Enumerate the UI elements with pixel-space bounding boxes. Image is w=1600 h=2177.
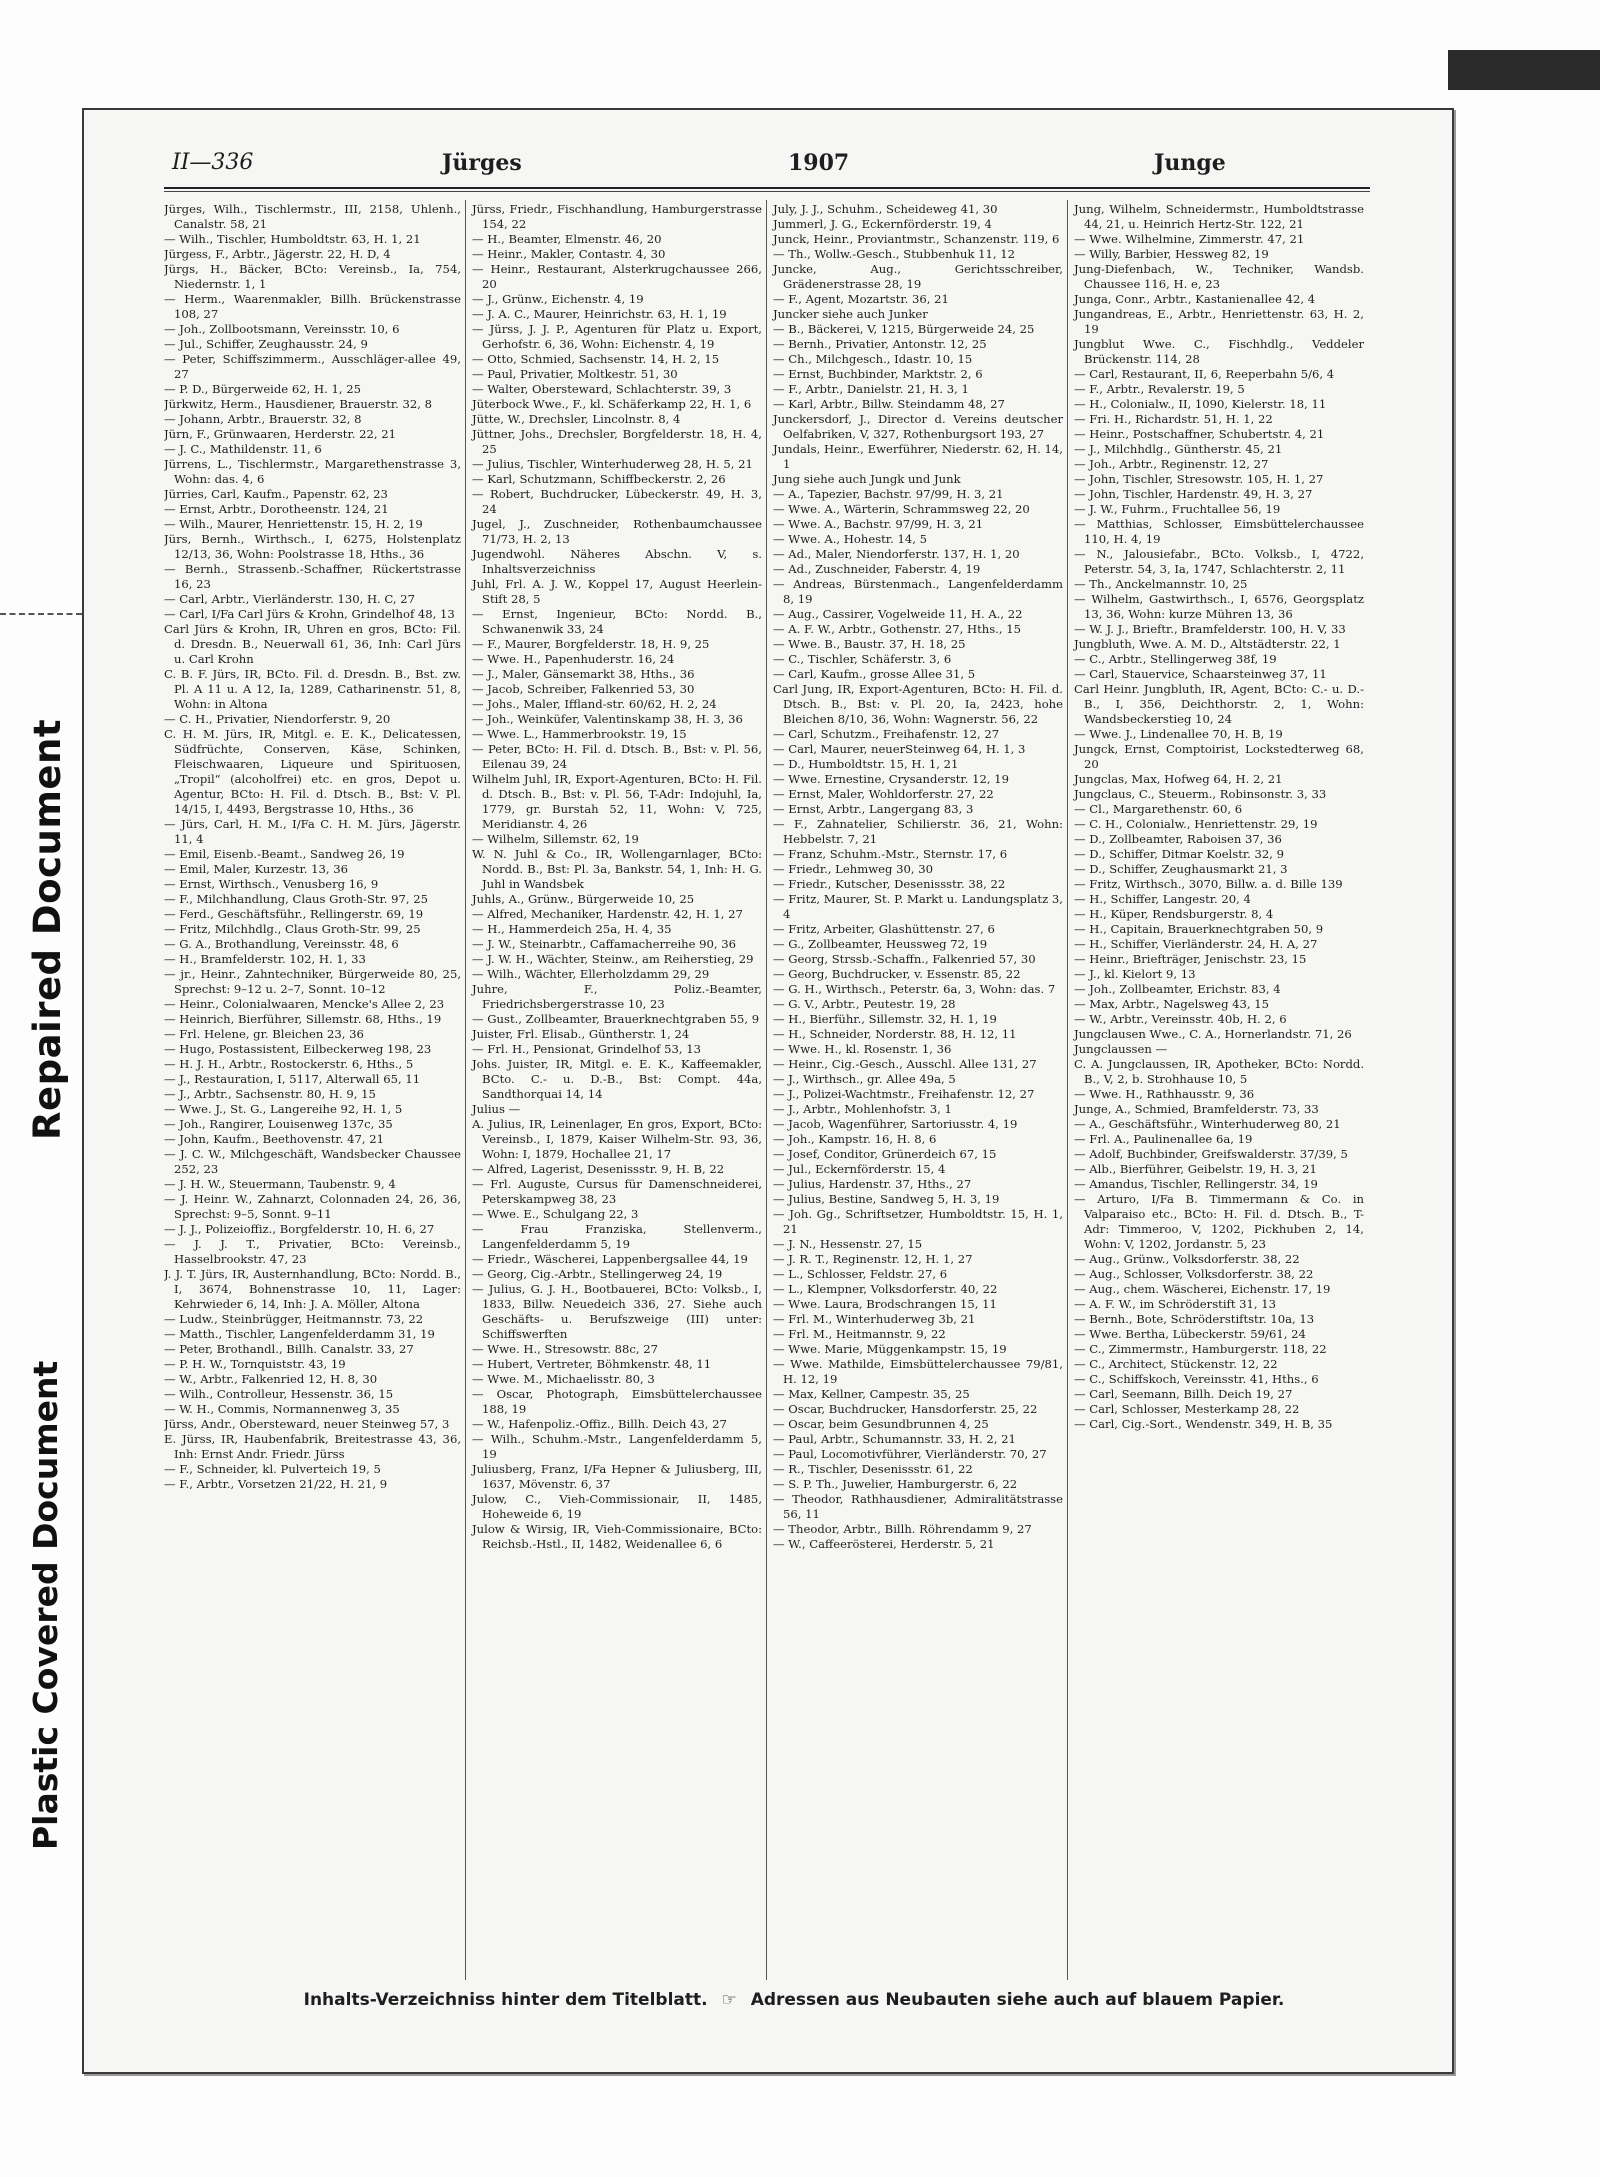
directory-entry: — H., Schiffer, Vierländerstr. 24, H. A, 27 [1074,937,1318,951]
directory-entry: — Wwe. E., Schulgang 22, 3 [472,1207,639,1221]
directory-entry: — J., Maler, Gänsemarkt 38, Hths., 36 [472,667,695,681]
directory-entry: — Carl, Cig.-Sort., Wendenstr. 349, H. B, 35 [1074,1417,1333,1431]
directory-entry: — Walter, Obersteward, Schlachterstr. 39, 3 [472,382,732,396]
directory-entry: — J. W., Fuhrm., Fruchtallee 56, 19 [1074,502,1281,516]
directory-entry: — Heinr., Restaurant, Alsterkrugchaussee 266, 20 [472,262,762,291]
directory-entry: — Carl, Stauervice, Schaarsteinweg 37, 11 [1074,667,1327,681]
directory-entry: — Willy, Barbier, Hessweg 82, 19 [1074,247,1269,261]
directory-entry: — Wilhelm, Sillemstr. 62, 19 [472,832,639,846]
directory-entry: — Julius, G. J. H., Bootbauerei, BCto: Volksb., I, 1833, Billw. Neuedeich 336, 27. Siehe auch Geschäfts- u. Berufszweige (III) unter: Schiffswerften [472,1282,762,1341]
directory-entry: — H., Hammerdeich 25a, H. 4, 35 [472,922,672,936]
directory-entry: July, J. J., Schuhm., Scheideweg 41, 30 [773,202,998,216]
directory-entry: — W. J. J., Brieftr., Bramfelderstr. 100, H. V, 33 [1074,622,1346,636]
directory-entry: — John, Tischler, Hardenstr. 49, H. 3, 27 [1074,487,1313,501]
directory-entry: Jüttner, Johs., Drechsler, Borgfelderstr. 18, H. 4, 25 [472,427,762,456]
directory-entry: — H., Beamter, Elmenstr. 46, 20 [472,232,662,246]
directory-entry: — Joh., Kampstr. 16, H. 8, 6 [773,1132,937,1146]
header-left-keyword: Jürges [442,150,522,176]
directory-column-1 [164,200,465,1980]
directory-entry: — Adolf, Buchbinder, Greifswalderstr. 37/39, 5 [1074,1147,1348,1161]
directory-entry: — S. P. Th., Juwelier, Hamburgerstr. 6, 22 [773,1477,1018,1491]
directory-entry: Jüterbock Wwe., F., kl. Schäferkamp 22, H. 1, 6 [472,397,752,411]
directory-entry: — Alfred, Mechaniker, Hardenstr. 42, H. 1, 27 [472,907,743,921]
directory-entry: — Georg, Buchdrucker, v. Essenstr. 85, 22 [773,967,1021,981]
directory-entry: — Carl, Seemann, Billh. Deich 19, 27 [1074,1387,1293,1401]
directory-entry: — Herm., Waarenmakler, Billh. Brückenstrasse 108, 27 [164,292,461,321]
directory-entry: — J. C. W., Milchgeschäft, Wandsbecker Chaussee 252, 23 [164,1147,461,1176]
directory-entry: — F., Arbtr., Vorsetzen 21/22, H. 21, 9 [164,1477,388,1491]
directory-entry: — Paul, Privatier, Moltkestr. 51, 30 [472,367,678,381]
directory-entry: — J. H. W., Steuermann, Taubenstr. 9, 4 [164,1177,396,1191]
directory-entry: — Jacob, Schreiber, Falkenried 53, 30 [472,682,695,696]
directory-entry: Johs. Juister, IR, Mitgl. e. E. K., Kaffeemakler, BCto. C.- u. D.-B., Bst: Compt. 44a, Sandthorquai 14, 14 [472,1057,762,1101]
directory-entry: Juhls, A., Grünw., Bürgerweide 10, 25 [472,892,695,906]
directory-entry: — Otto, Schmied, Sachsenstr. 14, H. 2, 15 [472,352,720,366]
directory-entry: — Heinr., Colonialwaaren, Mencke's Allee 2, 23 [164,997,445,1011]
directory-entry: — Ernst, Wirthsch., Venusberg 16, 9 [164,877,379,891]
directory-entry: — A., Tapezier, Bachstr. 97/99, H. 3, 21 [773,487,1004,501]
directory-entry: — Aug., chem. Wäscherei, Eichenstr. 17, 19 [1074,1282,1331,1296]
directory-entry: — Johann, Arbtr., Brauerstr. 32, 8 [164,412,362,426]
directory-entry: Jürgess, F., Arbtr., Jägerstr. 22, H. D, 4 [164,247,391,261]
directory-entry: — Emil, Eisenb.-Beamt., Sandweg 26, 19 [164,847,405,861]
directory-entry: Carl Heinr. Jungbluth, IR, Agent, BCto: C.- u. D.-B., I, 356, Deichthorstr. 2, 1, Wohn: Wandsbeckerstieg 10, 24 [1074,682,1364,726]
directory-entry: — J. W. H., Wächter, Steinw., am Reiherstieg, 29 [472,952,754,966]
directory-entry: — Friedr., Wäscherei, Lappenbergsallee 44, 19 [472,1252,748,1266]
footer-index-note: Inhalts-Verzeichniss hinter dem Titelblatt. [303,1990,708,2010]
footer-new-buildings-note: Adressen aus Neubauten siehe auch auf blauem Papier. [750,1990,1285,2010]
directory-entry: — Josef, Conditor, Grünerdeich 67, 15 [773,1147,997,1161]
directory-entry: — Andreas, Bürstenmach., Langenfelderdamm 8, 19 [773,577,1063,606]
directory-entry: — D., Schiffer, Zeughausmarkt 21, 3 [1074,862,1288,876]
directory-entry: — Wwe. Bertha, Lübeckerstr. 59/61, 24 [1074,1327,1306,1341]
directory-entry: — F., Agent, Mozartstr. 36, 21 [773,292,949,306]
directory-entry: — Arturo, I/Fa B. Timmermann & Co. in Valparaiso etc., BCto: H. Fil. d. Dtsch. B., T-Adr: Timmeroo, V, 1202, Pickhuben 2, 14, Wohn: V, 1202, Jordanstr. 5, 23 [1074,1192,1364,1251]
directory-entry: Jung-Diefenbach, W., Techniker, Wandsb. Chaussee 116, H. e, 23 [1074,262,1364,291]
directory-entry: Jürrens, L., Tischlermstr., Margarethenstrasse 3, Wohn: das. 4, 6 [164,457,461,486]
directory-entry: — Ch., Milchgesch., Idastr. 10, 15 [773,352,973,366]
directory-entry: — Hugo, Postassistent, Eilbeckerweg 198, 23 [164,1042,432,1056]
directory-entry: — Joh., Arbtr., Reginenstr. 12, 27 [1074,457,1269,471]
directory-entry: — L., Klempner, Volksdorferstr. 40, 22 [773,1282,998,1296]
directory-entry: Jürges, Wilh., Tischlermstr., III, 2158, Uhlenh., Canalstr. 58, 21 [164,202,461,231]
directory-entry: Jürn, F., Grünwaaren, Herderstr. 22, 21 [164,427,396,441]
directory-entry: — J., Arbtr., Sachsenstr. 80, H. 9, 15 [164,1087,376,1101]
directory-entry: — Wilh., Controlleur, Hessenstr. 36, 15 [164,1387,394,1401]
directory-entry: Jürgs, H., Bäcker, BCto: Vereinsb., Ia, 754, Niedernstr. 1, 1 [164,262,461,291]
directory-entry: Julow, C., Vieh-Commissionair, II, 1485, Hoheweide 6, 19 [472,1492,762,1521]
directory-entry: — Theodor, Rathhausdiener, Admiralitätstrasse 56, 11 [773,1492,1063,1521]
directory-entry: — Alfred, Lagerist, Desenissstr. 9, H. B, 22 [472,1162,725,1176]
directory-entry: Jürss, Friedr., Fischhandlung, Hamburgerstrasse 154, 22 [472,202,762,231]
directory-entry: — Joh. Gg., Schriftsetzer, Humboldtstr. 15, H. 1, 21 [773,1207,1063,1236]
directory-entry: — Joh., Rangirer, Louisenweg 137c, 35 [164,1117,393,1131]
directory-entry: — Ernst, Ingenieur, BCto: Nordd. B., Schwanenwik 33, 24 [472,607,762,636]
directory-entry: — Frl. H., Pensionat, Grindelhof 53, 13 [472,1042,702,1056]
directory-entry: — D., Zollbeamter, Raboisen 37, 36 [1074,832,1282,846]
directory-entry: C. A. Jungclaussen, IR, Apotheker, BCto: Nordd. B., V, 2, b. Strohhause 10, 5 [1074,1057,1364,1086]
directory-entry: — Wilh., Maurer, Henriettenstr. 15, H. 2, 19 [164,517,423,531]
directory-entry: Jundals, Heinr., Ewerführer, Niederstr. 62, H. 14, 1 [773,442,1063,471]
directory-entry: — Carl, Restaurant, II, 6, Reeperbahn 5/6, 4 [1074,367,1335,381]
directory-entry: — J., kl. Kielort 9, 13 [1074,967,1196,981]
directory-entry: Carl Jürs & Krohn, IR, Uhren en gros, BCto: Fil. d. Dresdn. B., Neuerwall 61, 36, Inh: Carl Jürs u. Carl Krohn [164,622,461,666]
directory-entry: — Friedr., Kutscher, Desenissstr. 38, 22 [773,877,1006,891]
directory-entry: — H., Küper, Rendsburgerstr. 8, 4 [1074,907,1274,921]
directory-entry: — F., Zahnatelier, Schilierstr. 36, 21, Wohn: Hebbelstr. 7, 21 [773,817,1063,846]
directory-entry: — D., Schiffer, Ditmar Koelstr. 32, 9 [1074,847,1285,861]
directory-entry: Juncker siehe auch Junker [773,307,928,321]
directory-entry: — Wwe. H., Stresowstr. 88c, 27 [472,1342,658,1356]
plastic-covered-document-label: Plastic Covered Document [26,1360,65,1850]
directory-column-2 [465,200,766,1980]
directory-entry: — Bernh., Privatier, Antonstr. 12, 25 [773,337,987,351]
directory-entry: C. H. M. Jürs, IR, Mitgl. e. E. K., Delicatessen, Südfrüchte, Conserven, Käse, Schinken, Fleischwaaren, Liqueure und Spirituosen, „Tropil“ (alcoholfrei) etc. en gros, Depot u. Agentur, BCto: H. Fil. d. Dtsch. B., Bst: V. Pl. 14/15, I, 4493, Bergstrasse 10, Hths., 36 [164,727,461,816]
directory-entry: — H., Schiffer, Langestr. 20, 4 [1074,892,1251,906]
directory-entry: — Georg, Strssb.-Schaffn., Falkenried 57, 30 [773,952,1036,966]
directory-entry: — J. N., Hessenstr. 27, 15 [773,1237,923,1251]
directory-entry: Juister, Frl. Elisab., Güntherstr. 1, 24 [472,1027,690,1041]
header-rule [164,187,1370,189]
directory-entry: — J., Polizei-Wachtmstr., Freihafenstr. 12, 27 [773,1087,1035,1101]
directory-entry: — R., Tischler, Desenissstr. 61, 22 [773,1462,973,1476]
directory-entry: — Peter, Brothandl., Billh. Canalstr. 33, 27 [164,1342,414,1356]
directory-entry: W. N. Juhl & Co., IR, Wollengarnlager, BCto: Nordd. B., Bst: Pl. 3a, Bankstr. 54, 1, Inh: H. G. Juhl in Wandsbek [472,847,762,891]
directory-entry: Juhre, F., Poliz.-Beamter, Friedrichsbergerstrasse 10, 23 [472,982,762,1011]
directory-entry: — Julius, Bestine, Sandweg 5, H. 3, 19 [773,1192,1000,1206]
directory-entry: — Frl. A., Paulinenallee 6a, 19 [1074,1132,1253,1146]
page-header [160,150,1360,180]
directory-entry: — B., Bäckerei, V, 1215, Bürgerweide 24, 25 [773,322,1035,336]
directory-entry: Jürss, Andr., Obersteward, neuer Steinweg 57, 3 [164,1417,450,1431]
directory-entry: Jungck, Ernst, Comptoirist, Lockstedterweg 68, 20 [1074,742,1364,771]
directory-entry: — N., Jalousiefabr., BCto. Volksb., I, 4722, Peterstr. 54, 3, Ia, 1747, Schlachterstr. 2, 11 [1074,547,1364,576]
directory-entry: Juncke, Aug., Gerichtsschreiber, Grädenerstrasse 28, 19 [773,262,1063,291]
directory-entry: — Wwe. H., kl. Rosenstr. 1, 36 [773,1042,952,1056]
directory-entry: — Wwe. A., Hohestr. 14, 5 [773,532,927,546]
directory-entry: — Robert, Buchdrucker, Lübeckerstr. 49, H. 3, 24 [472,487,762,516]
directory-entry: Jung siehe auch Jungk und Junk [773,472,961,486]
directory-entry: — J., Wirthsch., gr. Allee 49a, 5 [773,1072,956,1086]
directory-entry: — Aug., Grünw., Volksdorferstr. 38, 22 [1074,1252,1300,1266]
directory-entry: — C. H., Privatier, Niendorferstr. 9, 20 [164,712,391,726]
pointing-hand-icon: ☞ [721,1990,737,2010]
directory-entry: — Jürs, Carl, H. M., I/Fa C. H. M. Jürs, Jägerstr. 11, 4 [164,817,461,846]
directory-entry: — Wwe. Wilhelmine, Zimmerstr. 47, 21 [1074,232,1305,246]
directory-entry: — Georg, Cig.-Arbtr., Stellingerweg 24, 19 [472,1267,723,1281]
directory-entry: — J., Grünw., Eichenstr. 4, 19 [472,292,644,306]
directory-entry: — Oscar, Photograph, Eimsbüttelerchaussee 188, 19 [472,1387,762,1416]
directory-entry: — Johs., Maler, Iffland-str. 60/62, H. 2, 24 [472,697,717,711]
directory-entry: — Carl, Maurer, neuerSteinweg 64, H. 1, 3 [773,742,1026,756]
directory-entry: — J. W., Steinarbtr., Caffamacherreihe 90, 36 [472,937,737,951]
directory-entry: — Carl, Schlosser, Mesterkamp 28, 22 [1074,1402,1300,1416]
directory-entry: — Frl. M., Winterhuderweg 3b, 21 [773,1312,976,1326]
directory-entry: — Ernst, Arbtr., Langergang 83, 3 [773,802,974,816]
directory-entry: — Fritz, Arbeiter, Glashüttenstr. 27, 6 [773,922,995,936]
directory-entry: Julius — [472,1102,521,1116]
directory-entry: — Jul., Eckernförderstr. 15, 4 [773,1162,946,1176]
directory-entry: — H., Schneider, Norderstr. 88, H. 12, 11 [773,1027,1017,1041]
directory-entry: — J., Restauration, I, 5117, Alterwall 65, 11 [164,1072,421,1086]
directory-entry: — Amandus, Tischler, Rellingerstr. 34, 19 [1074,1177,1318,1191]
directory-entry: — Ad., Zuschneider, Faberstr. 4, 19 [773,562,981,576]
directory-entry: — Wwe. J., St. G., Langereihe 92, H. 1, 5 [164,1102,403,1116]
directory-entry: Juliusberg, Franz, I/Fa Hepner & Juliusberg, III, 1637, Mövenstr. 6, 37 [472,1462,762,1491]
directory-entry: — F., Milchhandlung, Claus Groth-Str. 97, 25 [164,892,429,906]
header-year: 1907 [788,150,850,176]
directory-entry: — W., Arbtr., Falkenried 12, H. 8, 30 [164,1372,378,1386]
directory-entry: Junga, Conr., Arbtr., Kastanienallee 42, 4 [1074,292,1316,306]
directory-entry: — J. Heinr. W., Zahnarzt, Colonnaden 24, 26, 36, Sprechst: 9–5, Sonnt. 9–11 [164,1192,461,1221]
directory-entry: Jungandreas, E., Arbtr., Henriettenstr. 63, H. 2, 19 [1074,307,1364,336]
directory-entry: — Wilhelm, Gastwirthsch., I, 6576, Georgsplatz 13, 36, Wohn: kurze Mühren 13, 36 [1074,592,1364,621]
directory-entry: — Frl. Auguste, Cursus für Damenschneiderei, Peterskampweg 38, 23 [472,1177,762,1206]
directory-column-3 [766,200,1067,1980]
directory-entry: — Jacob, Wagenführer, Sartoriusstr. 4, 19 [773,1117,1018,1131]
directory-entry: — Theodor, Arbtr., Billh. Röhrendamm 9, 27 [773,1522,1032,1536]
repaired-document-label: Repaired Document [26,718,69,1140]
directory-entry: — Heinrich, Bierführer, Sillemstr. 68, Hths., 19 [164,1012,442,1026]
directory-entry: — Max, Arbtr., Nagelsweg 43, 15 [1074,997,1270,1011]
directory-entry: — Wwe. M., Michaelisstr. 80, 3 [472,1372,655,1386]
directory-entry: — Aug., Cassirer, Vogelweide 11, H. A., 22 [773,607,1023,621]
directory-entry: — W., Hafenpoliz.-Offiz., Billh. Deich 43, 27 [472,1417,727,1431]
directory-entry: — W., Caffeerösterei, Herderstr. 5, 21 [773,1537,995,1551]
directory-entry: — Julius, Hardenstr. 37, Hths., 27 [773,1177,972,1191]
directory-entry: — Frl. Helene, gr. Bleichen 23, 36 [164,1027,364,1041]
directory-entry: Jungbluth, Wwe. A. M. D., Altstädterstr. 22, 1 [1074,637,1341,651]
directory-entry: — Oscar, beim Gesundbrunnen 4, 25 [773,1417,989,1431]
directory-entry: — Peter, Schiffszimmerm., Ausschläger-allee 49, 27 [164,352,461,381]
directory-entry: — G. H., Wirthsch., Peterstr. 6a, 3, Wohn: das. 7 [773,982,1056,996]
directory-entry: — Heinr., Cig.-Gesch., Ausschl. Allee 131, 27 [773,1057,1037,1071]
directory-entry: — Gust., Zollbeamter, Brauerknechtgraben 55, 9 [472,1012,760,1026]
directory-entry: — Carl, Arbtr., Vierländerstr. 130, H. C, 27 [164,592,416,606]
directory-entry: — Wwe. A., Bachstr. 97/99, H. 3, 21 [773,517,984,531]
directory-entry: — Carl, Schutzm., Freihafenstr. 12, 27 [773,727,1000,741]
directory-entry: — Fritz, Wirthsch., 3070, Billw. a. d. Bille 139 [1074,877,1343,891]
header-right-keyword: Junge [1154,150,1226,176]
directory-entry: Jugendwohl. Näheres Abschn. V, s. Inhaltsverzeichniss [472,547,762,576]
directory-entry: — Wwe. L., Hammerbrookstr. 19, 15 [472,727,687,741]
directory-entry: Jürries, Carl, Kaufm., Papenstr. 62, 23 [164,487,388,501]
directory-entry: — J., Arbtr., Mohlenhofstr. 3, 1 [773,1102,952,1116]
directory-entry: Jungclaussen — [1074,1042,1168,1056]
directory-entry: — Aug., Schlosser, Volksdorferstr. 38, 22 [1074,1267,1314,1281]
directory-entry: — Friedr., Lehmweg 30, 30 [773,862,933,876]
directory-entry: — Ernst, Buchbinder, Marktstr. 2, 6 [773,367,983,381]
directory-entry: J. J. T. Jürs, IR, Austernhandlung, BCto: Nordd. B., I, 3674, Bohnenstrasse 10, 11, Lager: Kehrwieder 6, 14, Inh: J. A. Möller, Altona [164,1267,461,1311]
directory-entry: — C., Zimmermstr., Hamburgerstr. 118, 22 [1074,1342,1327,1356]
directory-entry: — Wwe. Ernestine, Crysanderstr. 12, 19 [773,772,1009,786]
directory-entry: — Wwe. Mathilde, Eimsbüttelerchaussee 79/81, H. 12, 19 [773,1357,1063,1386]
directory-entry: — F., Schneider, kl. Pulverteich 19, 5 [164,1462,381,1476]
directory-entry: Junckersdorf, J., Director d. Vereins deutscher Oelfabriken, V, 327, Rothenburgsort 193, 27 [773,412,1063,441]
directory-entry: Jungclas, Max, Hofweg 64, H. 2, 21 [1074,772,1283,786]
directory-entry: — G. V., Arbtr., Peutestr. 19, 28 [773,997,956,1011]
directory-entry: — J. A. C., Maurer, Heinrichstr. 63, H. 1, 19 [472,307,727,321]
directory-entry: E. Jürss, IR, Haubenfabrik, Breitestrasse 43, 36, Inh: Ernst Andr. Friedr. Jürss [164,1432,461,1461]
directory-entry: — Ernst, Arbtr., Dorotheenstr. 124, 21 [164,502,389,516]
directory-entry: — Frau Franziska, Stellenverm., Langenfelderdamm 5, 19 [472,1222,762,1251]
directory-entry: — F., Arbtr., Danielstr. 21, H. 3, 1 [773,382,969,396]
directory-entry: — Wwe. Marie, Müggenkampstr. 15, 19 [773,1342,1007,1356]
directory-entry: — Matth., Tischler, Langenfelderdamm 31, 19 [164,1327,435,1341]
directory-entry: — D., Humboldtstr. 15, H. 1, 21 [773,757,959,771]
directory-entry: — Heinr., Postschaffner, Schubertstr. 4, 21 [1074,427,1325,441]
directory-entry: — Hubert, Vertreter, Böhmkenstr. 48, 11 [472,1357,712,1371]
directory-entry: Jungblut Wwe. C., Fischhdlg., Veddeler Brückenstr. 114, 28 [1074,337,1364,366]
directory-entry: — P. D., Bürgerweide 62, H. 1, 25 [164,382,361,396]
directory-entry: — Wwe. J., Lindenallee 70, H. B, 19 [1074,727,1283,741]
directory-entry: — Fritz, Maurer, St. P. Markt u. Landungsplatz 3, 4 [773,892,1063,921]
directory-entry: — Karl, Schutzmann, Schiffbeckerstr. 2, 26 [472,472,726,486]
directory-entry: — Ferd., Geschäftsführ., Rellingerstr. 69, 19 [164,907,424,921]
directory-entry: — P. H. W., Tornquiststr. 43, 19 [164,1357,346,1371]
directory-entry: A. Julius, IR, Leinenlager, En gros, Export, BCto: Vereinsb., I, 1879, Kaiser Wilhelm-Str. 93, 36, Wohn: I, 1879, Hochallee 21, 17 [472,1117,762,1161]
directory-entry: — J. J., Polizeioffiz., Borgfelderstr. 10, H. 6, 27 [164,1222,435,1236]
directory-entry: — Fritz, Milchhdlg., Claus Groth-Str. 99, 25 [164,922,421,936]
page-corner-shadow [1448,50,1600,90]
directory-entry: — C., Schiffskoch, Vereinsstr. 41, Hths., 6 [1074,1372,1319,1386]
directory-entry: — John, Tischler, Stresowstr. 105, H. 1, 27 [1074,472,1324,486]
directory-page [82,108,1454,2074]
dashed-divider [0,613,82,615]
directory-entry: — Wwe. H., Papenhuderstr. 16, 24 [472,652,675,666]
directory-entry: — Carl, I/Fa Carl Jürs & Krohn, Grindelhof 48, 13 [164,607,455,621]
directory-entry: — J. C., Mathildenstr. 11, 6 [164,442,322,456]
directory-entry: — Wwe. A., Wärterin, Schrammsweg 22, 20 [773,502,1030,516]
directory-entry: Wilhelm Juhl, IR, Export-Agenturen, BCto: H. Fil. d. Dtsch. B., Bst: v. Pl. 56, T-Adr: Indojuhl, Ia, 1779, gr. Burstah 52, 11, Wohn: V, 725, Meridianstr. 4, 26 [472,772,762,831]
directory-entry: — W. H., Commis, Normannenweg 3, 35 [164,1402,400,1416]
directory-entry: Carl Jung, IR, Export-Agenturen, BCto: H. Fil. d. Dtsch. B., Bst: v. Pl. 20, Ia, 2423, hohe Bleichen 8/10, 36, Wohn: Wagnerstr. 56, 22 [773,682,1063,726]
directory-entry: — H., Bramfelderstr. 102, H. 1, 33 [164,952,366,966]
directory-entry: Jung, Wilhelm, Schneidermstr., Humboldtstrasse 44, 21, u. Heinrich Hertz-Str. 122, 21 [1074,202,1364,231]
directory-entry: — G. A., Brothandlung, Vereinsstr. 48, 6 [164,937,399,951]
directory-entry: Junge, A., Schmied, Bramfelderstr. 73, 33 [1074,1102,1319,1116]
directory-entry: — Ad., Maler, Niendorferstr. 137, H. 1, 20 [773,547,1020,561]
directory-entry: — F., Arbtr., Revalerstr. 19, 5 [1074,382,1245,396]
directory-entry: Junck, Heinr., Proviantmstr., Schanzenstr. 119, 6 [773,232,1060,246]
directory-entry: — H., Capitain, Brauerknechtgraben 50, 9 [1074,922,1324,936]
directory-entry: — Karl, Arbtr., Billw. Steindamm 48, 27 [773,397,1005,411]
directory-entry: — Carl, Kaufm., grosse Allee 31, 5 [773,667,976,681]
directory-entry: — Ludw., Steinbrügger, Heitmannstr. 73, 22 [164,1312,424,1326]
directory-entry: — Max, Kellner, Campestr. 35, 25 [773,1387,970,1401]
directory-entry: — Joh., Zollbeamter, Erichstr. 83, 4 [1074,982,1281,996]
directory-entry: Jummerl, J. G., Eckernförderstr. 19, 4 [773,217,992,231]
directory-column-4 [1067,200,1368,1980]
directory-entry: — Wwe. Laura, Brodschrangen 15, 11 [773,1297,997,1311]
directory-entry: — Franz, Schuhm.-Mstr., Sternstr. 17, 6 [773,847,1008,861]
directory-entry: — H., Colonialw., II, 1090, Kielerstr. 18, 11 [1074,397,1327,411]
directory-entry: — Bernh., Bote, Schröderstiftstr. 10a, 13 [1074,1312,1315,1326]
directory-entry: — jr., Heinr., Zahntechniker, Bürgerweide 80, 25, Sprechst: 9–12 u. 2–7, Sonnt. 10–12 [164,967,461,996]
directory-entry: — Heinr., Makler, Contastr. 4, 30 [472,247,666,261]
directory-entry: — H. J. H., Arbtr., Rostockerstr. 6, Hths., 5 [164,1057,414,1071]
directory-entry: — Paul, Arbtr., Schumannstr. 33, H. 2, 21 [773,1432,1016,1446]
directory-entry: Jürkwitz, Herm., Hausdiener, Brauerstr. 32, 8 [164,397,433,411]
directory-entry: — C., Architect, Stückenstr. 12, 22 [1074,1357,1278,1371]
directory-entry: — Bernh., Strassenb.-Schaffner, Rückertstrasse 16, 23 [164,562,461,591]
directory-entry: — H., Bierführ., Sillemstr. 32, H. 1, 19 [773,1012,997,1026]
directory-entry: — C., Tischler, Schäferstr. 3, 6 [773,652,952,666]
directory-entry: — Alb., Bierführer, Geibelstr. 19, H. 3, 21 [1074,1162,1317,1176]
directory-entry: — J., Milchhdlg., Güntherstr. 45, 21 [1074,442,1283,456]
directory-entry: — Emil, Maler, Kurzestr. 13, 36 [164,862,349,876]
directory-entry: — A., Geschäftsführ., Winterhuderweg 80, 21 [1074,1117,1341,1131]
directory-entry: — Joh., Weinküfer, Valentinskamp 38, H. 3, 36 [472,712,743,726]
directory-entry: Jütte, W., Drechsler, Lincolnstr. 8, 4 [472,412,681,426]
directory-entry: — Julius, Tischler, Winterhuderweg 28, H. 5, 21 [472,457,753,471]
directory-entry: — Joh., Zollbootsmann, Vereinsstr. 10, 6 [164,322,400,336]
directory-entry: — J. J. T., Privatier, BCto: Vereinsb., Hasselbrookstr. 47, 23 [164,1237,461,1266]
directory-entry: — C., Arbtr., Stellingerweg 38f, 19 [1074,652,1277,666]
directory-entry: — Wwe. H., Rathhausstr. 9, 36 [1074,1087,1255,1101]
directory-entry: — Wwe. B., Baustr. 37, H. 18, 25 [773,637,966,651]
header-rule-thin [164,191,1370,192]
directory-entry: — Frl. M., Heitmannstr. 9, 22 [773,1327,946,1341]
directory-entry: — A. F. W., Arbtr., Gothenstr. 27, Hths., 15 [773,622,1021,636]
directory-entry: — G., Zollbeamter, Heussweg 72, 19 [773,937,988,951]
directory-entry: — Wilh., Wächter, Ellerholzdamm 29, 29 [472,967,710,981]
directory-entry: — L., Schlosser, Feldstr. 27, 6 [773,1267,948,1281]
page-footer [224,1990,1364,2010]
directory-entry: — Oscar, Buchdrucker, Hansdorferstr. 25, 22 [773,1402,1038,1416]
page-number: II—336 [172,150,254,175]
directory-entry: — Fri. H., Richardstr. 51, H. 1, 22 [1074,412,1273,426]
directory-entry: — Matthias, Schlosser, Eimsbüttelerchaussee 110, H. 4, 19 [1074,517,1364,546]
directory-entry: — Th., Anckelmannstr. 10, 25 [1074,577,1248,591]
directory-entry: — A. F. W., im Schröderstift 31, 13 [1074,1297,1277,1311]
directory-entry: Jugel, J., Zuschneider, Rothenbaumchaussee 71/73, H. 2, 13 [472,517,762,546]
directory-entry: Juhl, Frl. A. J. W., Koppel 17, August Heerlein-Stift 28, 5 [472,577,762,606]
directory-entry: — F., Maurer, Borgfelderstr. 18, H. 9, 25 [472,637,710,651]
directory-entry: Julow & Wirsig, IR, Vieh-Commissionaire, BCto: Reichsb.-Hstl., II, 1482, Weidenallee 6, 6 [472,1522,762,1551]
directory-entry: — Th., Wollw.-Gesch., Stubbenhuk 11, 12 [773,247,1016,261]
directory-entry: Jürs, Bernh., Wirthsch., I, 6275, Holstenplatz 12/13, 36, Wohn: Poolstrasse 18, Hths., 36 [164,532,461,561]
directory-entry: — Peter, BCto: H. Fil. d. Dtsch. B., Bst: v. Pl. 56, Eilenau 39, 24 [472,742,762,771]
directory-entry: C. B. F. Jürs, IR, BCto. Fil. d. Dresdn. B., Bst. zw. Pl. A 11 u. A 12, Ia, 1289, Catharinenstr. 51, 8, Wohn: in Altona [164,667,461,711]
directory-entry: — Jürss, J. J. P., Agenturen für Platz u. Export, Gerhofstr. 6, 36, Wohn: Eichenstr. 4, 19 [472,322,762,351]
directory-entry: — Wilh., Schuhm.-Mstr., Langenfelderdamm 5, 19 [472,1432,762,1461]
directory-entry: — Ernst, Maler, Wohldorferstr. 27, 22 [773,787,994,801]
directory-entry: Jungclausen Wwe., C. A., Hornerlandstr. 71, 26 [1074,1027,1352,1041]
directory-entry: — Cl., Margarethenstr. 60, 6 [1074,802,1243,816]
directory-entry: — Paul, Locomotivführer, Vierländerstr. 70, 27 [773,1447,1047,1461]
directory-entry: — Jul., Schiffer, Zeughausstr. 24, 9 [164,337,368,351]
directory-entry: Jungclaus, C., Steuerm., Robinsonstr. 3, 33 [1074,787,1327,801]
directory-columns [164,200,1370,1980]
directory-entry: — J. R. T., Reginenstr. 12, H. 1, 27 [773,1252,973,1266]
directory-entry: — C. H., Colonialw., Henriettenstr. 29, 19 [1074,817,1318,831]
directory-entry: — Heinr., Briefträger, Jenischstr. 23, 15 [1074,952,1307,966]
directory-entry: — John, Kaufm., Beethovenstr. 47, 21 [164,1132,384,1146]
directory-entry: — Wilh., Tischler, Humboldtstr. 63, H. 1, 21 [164,232,421,246]
directory-entry: — W., Arbtr., Vereinsstr. 40b, H. 2, 6 [1074,1012,1287,1026]
